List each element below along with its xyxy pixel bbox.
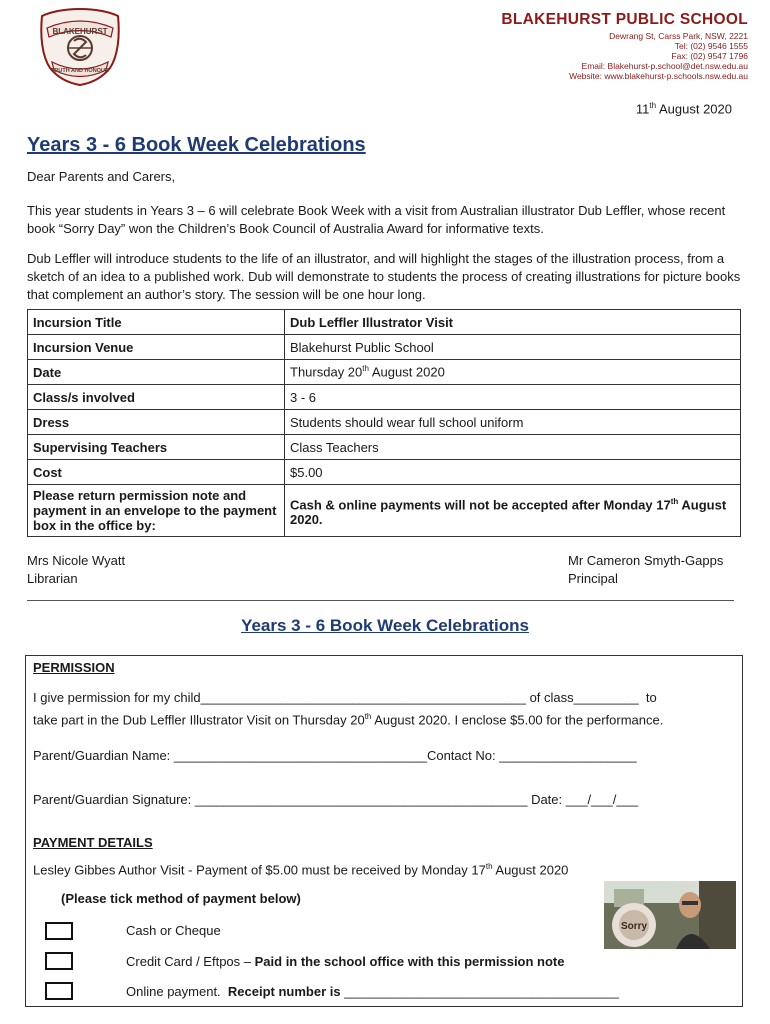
principal-role: Principal	[568, 571, 618, 586]
principal-name: Mr Cameron Smyth-Gapps	[568, 553, 724, 568]
table-row	[28, 485, 741, 537]
payment-heading: PAYMENT DETAILS	[33, 835, 153, 850]
letter-date: 11th August 2020	[635, 101, 732, 117]
online-payment-checkbox[interactable]	[45, 982, 73, 1000]
table-row	[28, 460, 741, 485]
permission-line-child[interactable]: I give permission for my child_____________________________________________ of class_________ to	[33, 690, 657, 705]
row-value: $5.00	[285, 460, 741, 485]
row-value: Students should wear full school uniform	[285, 410, 741, 435]
row-value: Class Teachers	[285, 435, 741, 460]
table-row	[28, 435, 741, 460]
cut-line-divider	[27, 600, 734, 601]
letter-title: Years 3 - 6 Book Week Celebrations	[27, 134, 366, 156]
school-crest-logo	[38, 6, 122, 86]
payment-deadline-line: Lesley Gibbes Author Visit - Payment of $5.00 must be received by Monday 17th August 2020	[33, 862, 569, 878]
row-label: Please return permission note and payment in an envelope to the payment box in the office by:	[28, 485, 285, 537]
table-row	[28, 310, 741, 335]
school-fax: Fax: (02) 9547 1796	[671, 51, 748, 61]
table-row	[28, 385, 741, 410]
incursion-details-table	[27, 309, 741, 537]
table-row	[28, 360, 741, 385]
table-row	[28, 410, 741, 435]
credit-card-checkbox[interactable]	[45, 952, 73, 970]
permission-heading: PERMISSION	[33, 660, 115, 675]
row-label: Cost	[28, 460, 285, 485]
row-value: Blakehurst Public School	[285, 335, 741, 360]
cash-cheque-checkbox[interactable]	[45, 922, 73, 940]
row-value: Thursday 20th August 2020	[285, 360, 741, 385]
row-label: Class/s involved	[28, 385, 285, 410]
logo-text-bottom: TRUTH AND HONOUR	[51, 68, 109, 74]
school-website[interactable]: Website: www.blakehurst-p.schools.nsw.edu.au	[569, 71, 748, 81]
table-row	[28, 335, 741, 360]
slip-title: Years 3 - 6 Book Week Celebrations	[241, 616, 529, 635]
logo-text-top: BLAKEHURST	[52, 27, 108, 36]
guardian-signature-field[interactable]: Parent/Guardian Signature: ______________________________________________ Date: ___/___/___	[33, 792, 639, 807]
salutation: Dear Parents and Carers,	[27, 169, 176, 184]
school-address: Dewrang St, Carss Park, NSW, 2221	[609, 31, 748, 41]
online-payment-label: Online payment. Receipt number is ______________________________________	[126, 984, 619, 999]
row-label: Supervising Teachers	[28, 435, 285, 460]
row-label: Incursion Title	[28, 310, 285, 335]
school-phone: Tel: (02) 9546 1555	[674, 41, 748, 51]
row-label: Dress	[28, 410, 285, 435]
guardian-name-field[interactable]: Parent/Guardian Name: ___________________________________Contact No: ___________________	[33, 748, 637, 763]
row-value: 3 - 6	[285, 385, 741, 410]
paragraph-details: Dub Leffler will introduce students to the life of an illustrator, and will highlight the stages of the illustration process, from a sketch of an idea to a published work. Dub will demonstrate to students the process of creating illustrations for picture books that complement an author’s story. The session will be one hour long.	[27, 251, 741, 302]
librarian-role: Librarian	[27, 571, 78, 586]
cash-cheque-label: Cash or Cheque	[126, 923, 221, 938]
row-label: Date	[28, 360, 285, 385]
row-value: Cash & online payments will not be accepted after Monday 17th August 2020.	[285, 485, 741, 537]
photo-book-text: Sorry	[620, 921, 648, 932]
school-name: BLAKEHURST PUBLIC SCHOOL	[501, 11, 748, 28]
row-label: Incursion Venue	[28, 335, 285, 360]
school-email[interactable]: Email: Blakehurst-p.school@det.nsw.edu.au	[581, 61, 748, 71]
permission-line-visit: take part in the Dub Leffler Illustrator Visit on Thursday 20th August 2020. I enclose $5.00 for the performance.	[33, 712, 664, 728]
paragraph-intro: This year students in Years 3 – 6 will celebrate Book Week with a visit from Australian illustrator Dub Leffler, whose recent book “Sorry Day” won the Children’s Book Council of Australia Award for informative texts.	[27, 203, 726, 236]
tick-instruction: (Please tick method of payment below)	[61, 891, 301, 906]
row-value: Dub Leffler Illustrator Visit	[285, 310, 741, 335]
librarian-name: Mrs Nicole Wyatt	[27, 553, 126, 568]
illustrator-photo	[604, 881, 736, 949]
credit-card-label: Credit Card / Eftpos – Paid in the school office with this permission note	[126, 954, 565, 969]
